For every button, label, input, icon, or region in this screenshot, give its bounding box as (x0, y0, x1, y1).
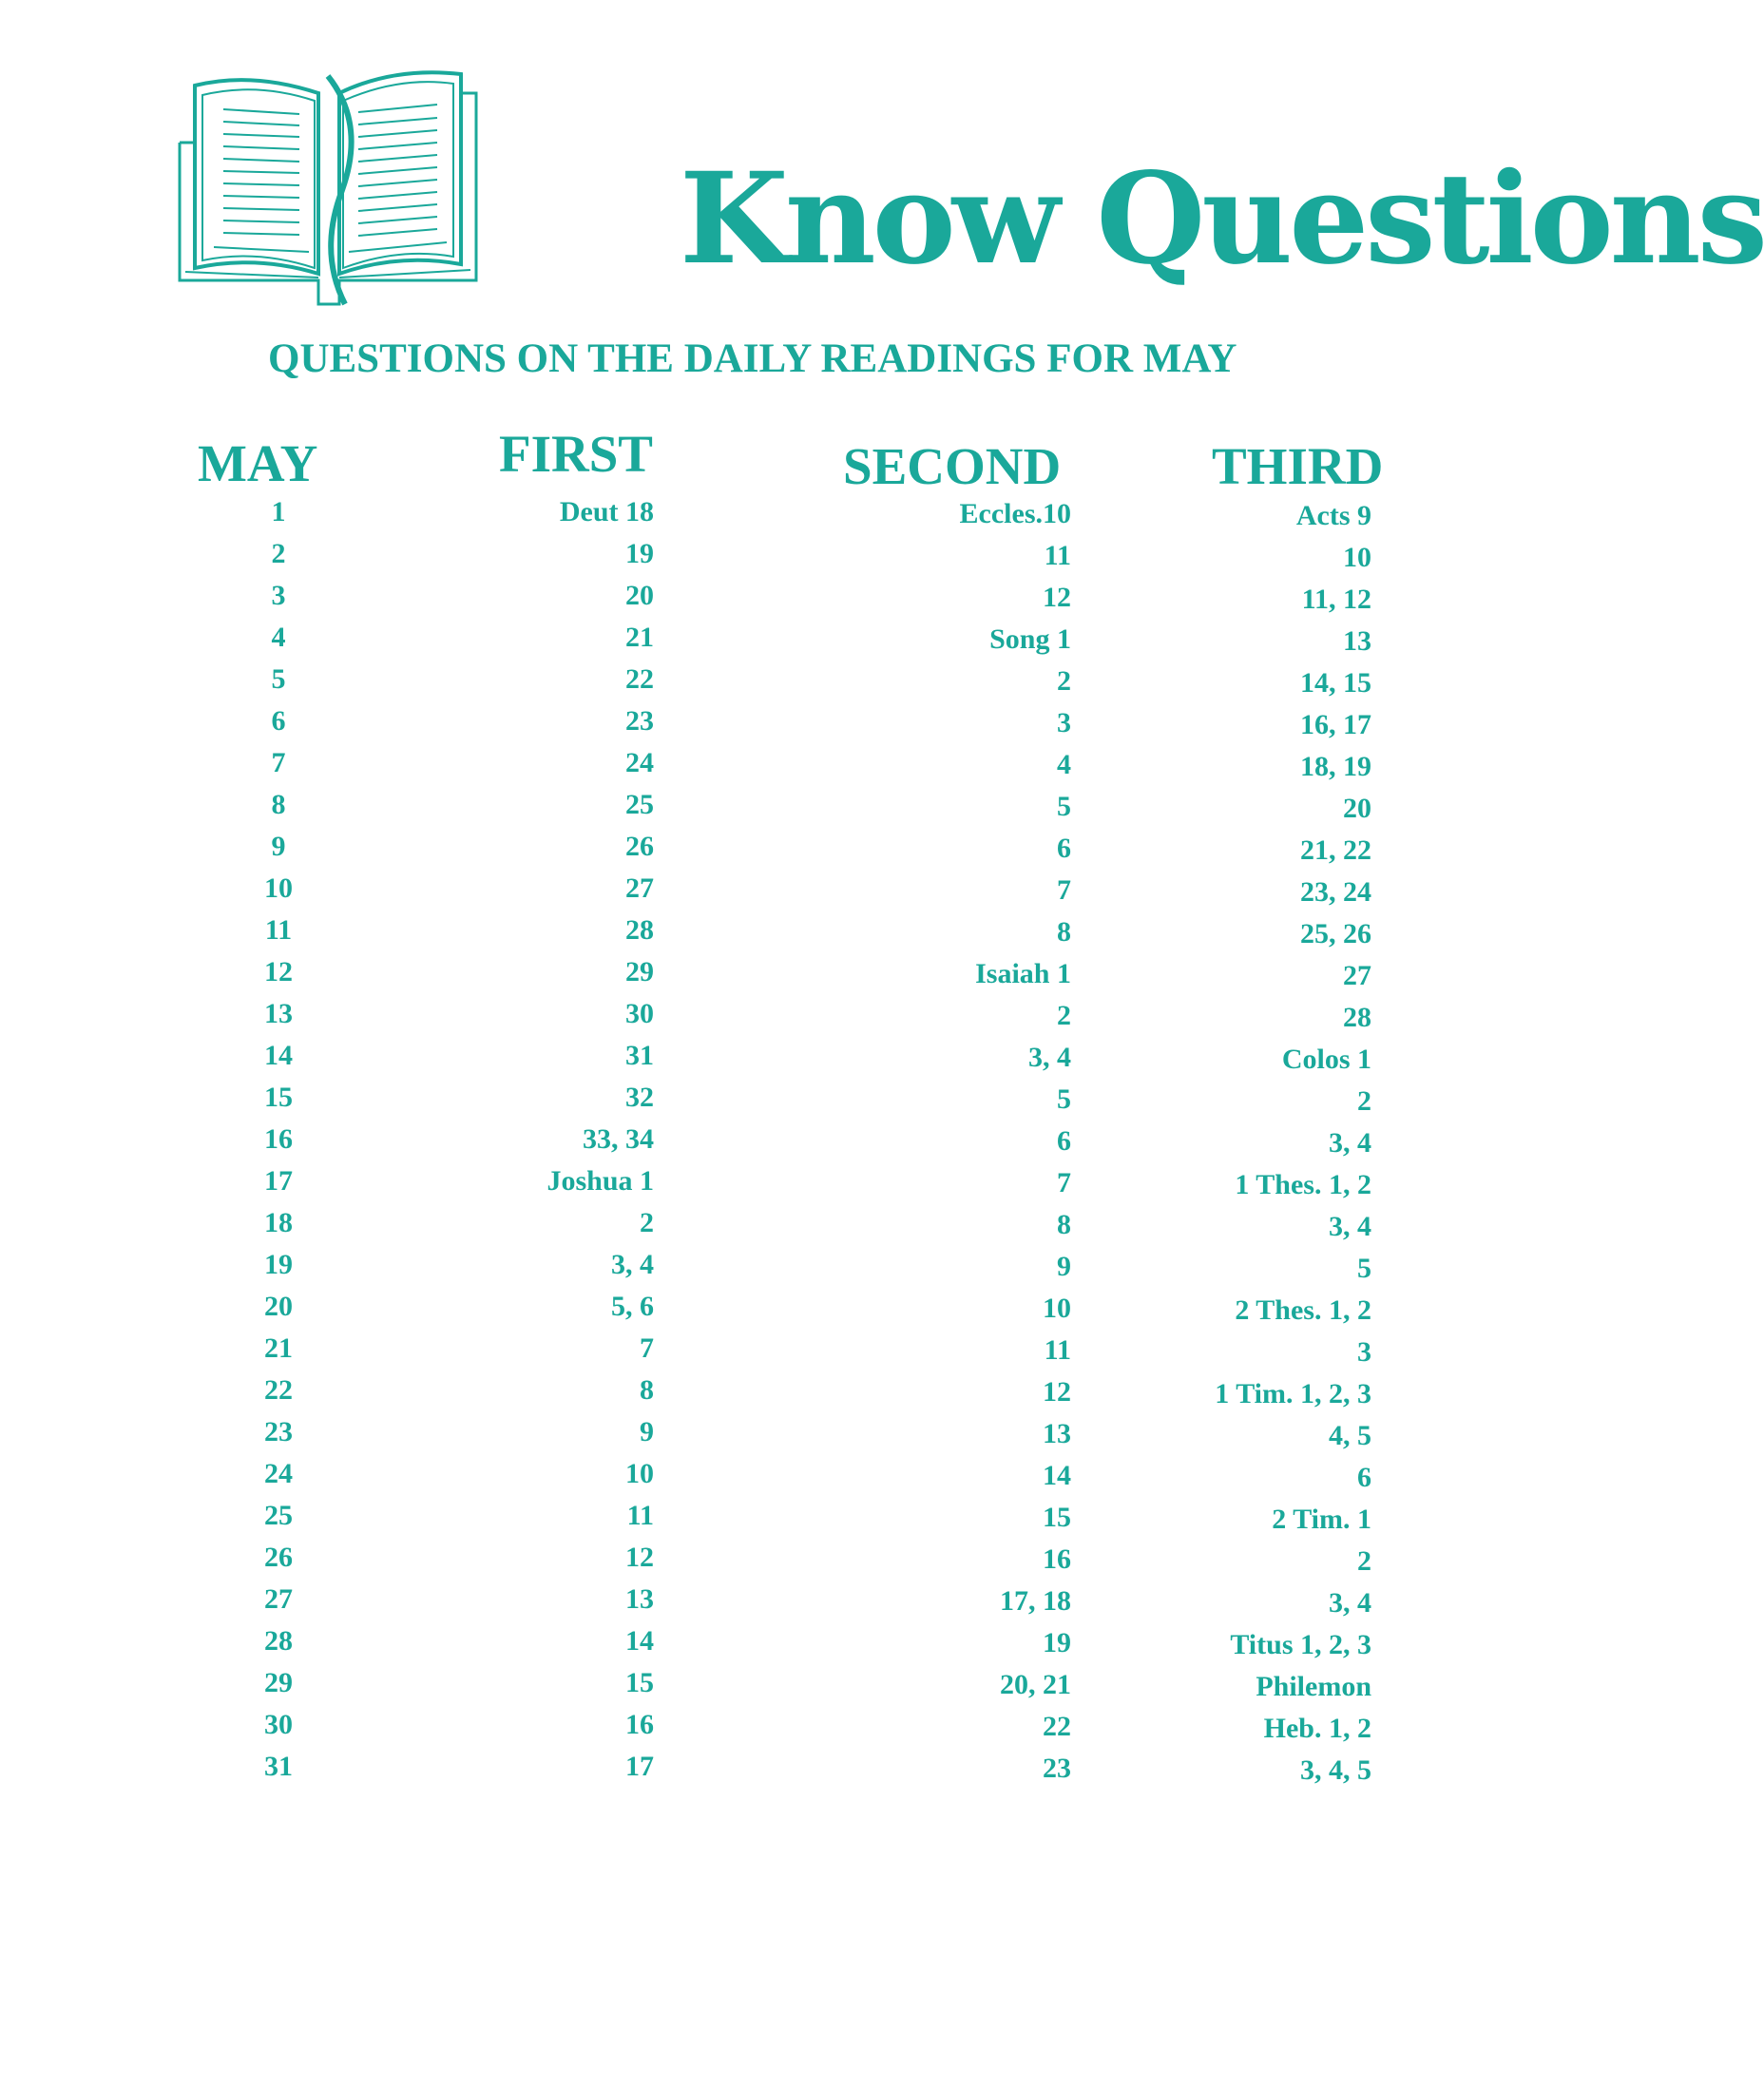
cell-day: 14 (264, 1040, 293, 1071)
cell-first: 7 (640, 1332, 654, 1364)
cell-day: 26 (264, 1542, 293, 1573)
cell-third: Philemon (1256, 1671, 1371, 1702)
cell-first: 26 (625, 831, 654, 862)
column-header-third: THIRD (1212, 437, 1384, 495)
cell-day: 4 (271, 622, 286, 653)
cell-day: 17 (264, 1165, 293, 1197)
cell-first: 22 (625, 663, 654, 695)
cell-first: 20 (625, 580, 654, 611)
cell-third: 3, 4, 5 (1300, 1754, 1371, 1786)
cell-third: 18, 19 (1300, 751, 1371, 782)
cell-first: 24 (625, 747, 654, 778)
cell-third: 2 Tim. 1 (1272, 1504, 1371, 1535)
cell-first: 25 (625, 789, 654, 820)
cell-second: 19 (1043, 1627, 1071, 1658)
cell-second: 17, 18 (1000, 1585, 1071, 1617)
cell-first: 33, 34 (583, 1123, 654, 1155)
cell-first: 31 (625, 1040, 654, 1071)
cell-day: 12 (264, 956, 293, 987)
cell-first: 10 (625, 1458, 654, 1489)
page-title: Know Questions (680, 145, 1764, 293)
cell-first: 2 (640, 1207, 654, 1238)
cell-second: 23 (1043, 1753, 1071, 1784)
cell-third: 13 (1343, 625, 1371, 657)
cell-third: Titus 1, 2, 3 (1230, 1629, 1371, 1660)
cell-day: 24 (264, 1458, 293, 1489)
cell-first: 27 (625, 872, 654, 904)
cell-second: Isaiah 1 (975, 958, 1071, 989)
page-subtitle: QUESTIONS ON THE DAILY READINGS FOR MAY (268, 336, 1237, 381)
cell-third: 3, 4 (1329, 1211, 1371, 1242)
cell-third: 2 (1357, 1545, 1371, 1577)
cell-first: 15 (625, 1667, 654, 1698)
open-book-icon (176, 67, 480, 309)
cell-first: 32 (625, 1082, 654, 1113)
cell-second: 12 (1043, 1376, 1071, 1408)
cell-third: 1 Thes. 1, 2 (1235, 1169, 1371, 1200)
cell-third: 5 (1357, 1253, 1371, 1284)
cell-first: 23 (625, 705, 654, 737)
cell-second: 2 (1057, 1000, 1071, 1031)
cell-first: 13 (625, 1583, 654, 1615)
cell-day: 8 (271, 789, 286, 820)
cell-day: 13 (264, 998, 293, 1029)
column-header-first: FIRST (499, 425, 653, 483)
cell-day: 21 (264, 1332, 293, 1364)
cell-third: 28 (1343, 1002, 1371, 1033)
cell-first: 19 (625, 538, 654, 569)
cell-day: 11 (264, 914, 293, 946)
cell-second: 20, 21 (1000, 1669, 1071, 1700)
cell-day: 9 (271, 831, 286, 862)
cell-second: 3 (1057, 707, 1071, 738)
cell-second: 13 (1043, 1418, 1071, 1449)
cell-first: 11 (626, 1500, 654, 1531)
cell-day: 16 (264, 1123, 293, 1155)
cell-second: 10 (1043, 1293, 1071, 1324)
cell-first: 28 (625, 914, 654, 946)
cell-second: 5 (1057, 1083, 1071, 1115)
cell-second: 7 (1057, 874, 1071, 906)
cell-third: 3, 4 (1329, 1587, 1371, 1619)
cell-second: 6 (1057, 1125, 1071, 1157)
cell-day: 22 (264, 1374, 293, 1406)
cell-second: 8 (1057, 916, 1071, 948)
cell-first: 3, 4 (611, 1249, 654, 1280)
cell-second: 8 (1057, 1209, 1071, 1240)
cell-day: 31 (264, 1751, 293, 1782)
cell-first: 12 (625, 1542, 654, 1573)
cell-third: 23, 24 (1300, 876, 1371, 908)
cell-day: 20 (264, 1291, 293, 1322)
cell-third: 20 (1343, 793, 1371, 824)
cell-third: 4, 5 (1329, 1420, 1371, 1451)
cell-third: 16, 17 (1300, 709, 1371, 740)
column-header-may: MAY (198, 434, 318, 492)
cell-third: 2 Thes. 1, 2 (1235, 1294, 1371, 1326)
cell-first: 29 (625, 956, 654, 987)
cell-second: 3, 4 (1028, 1042, 1071, 1073)
cell-first: 14 (625, 1625, 654, 1657)
cell-day: 1 (271, 496, 286, 527)
cell-second: Song 1 (989, 623, 1071, 655)
cell-third: 21, 22 (1300, 834, 1371, 866)
cell-second: 9 (1057, 1251, 1071, 1282)
cell-day: 5 (271, 663, 286, 695)
cell-second: 22 (1043, 1711, 1071, 1742)
cell-second: Eccles.10 (959, 498, 1071, 529)
cell-third: 3, 4 (1329, 1127, 1371, 1159)
cell-third: Heb. 1, 2 (1263, 1713, 1371, 1744)
cell-third: Acts 9 (1295, 500, 1371, 531)
cell-third: 3 (1357, 1336, 1371, 1368)
cell-first: 9 (640, 1416, 654, 1447)
cell-third: 11, 12 (1301, 584, 1371, 615)
cell-second: 11 (1044, 540, 1071, 571)
cell-day: 27 (264, 1583, 293, 1615)
cell-third: 2 (1357, 1085, 1371, 1117)
cell-day: 7 (271, 747, 286, 778)
cell-third: 25, 26 (1300, 918, 1371, 949)
cell-third: 10 (1343, 542, 1371, 573)
cell-first: Joshua 1 (546, 1165, 654, 1197)
cell-day: 19 (264, 1249, 293, 1280)
cell-first: 17 (625, 1751, 654, 1782)
cell-second: 12 (1043, 582, 1071, 613)
cell-day: 2 (271, 538, 286, 569)
cell-second: 6 (1057, 833, 1071, 864)
cell-day: 15 (264, 1082, 293, 1113)
cell-second: 16 (1043, 1543, 1071, 1575)
cell-day: 30 (264, 1709, 293, 1740)
cell-second: 14 (1043, 1460, 1071, 1491)
cell-day: 28 (264, 1625, 293, 1657)
cell-second: 11 (1044, 1334, 1071, 1366)
cell-first: 5, 6 (611, 1291, 654, 1322)
cell-first: 30 (625, 998, 654, 1029)
cell-first: Deut 18 (559, 496, 654, 527)
cell-day: 10 (264, 872, 293, 904)
cell-second: 2 (1057, 665, 1071, 697)
cell-second: 4 (1057, 749, 1071, 780)
cell-day: 25 (264, 1500, 293, 1531)
cell-day: 18 (264, 1207, 293, 1238)
cell-first: 8 (640, 1374, 654, 1406)
cell-day: 6 (271, 705, 286, 737)
cell-second: 5 (1057, 791, 1071, 822)
cell-first: 16 (625, 1709, 654, 1740)
cell-third: 14, 15 (1300, 667, 1371, 699)
cell-day: 3 (271, 580, 286, 611)
cell-day: 23 (264, 1416, 293, 1447)
cell-third: 27 (1343, 960, 1371, 991)
cell-second: 7 (1057, 1167, 1071, 1198)
column-header-second: SECOND (843, 437, 1062, 495)
cell-day: 29 (264, 1667, 293, 1698)
cell-first: 21 (625, 622, 654, 653)
cell-third: 6 (1357, 1462, 1371, 1493)
cell-third: Colos 1 (1281, 1044, 1371, 1075)
cell-second: 15 (1043, 1502, 1071, 1533)
cell-third: 1 Tim. 1, 2, 3 (1215, 1378, 1371, 1409)
